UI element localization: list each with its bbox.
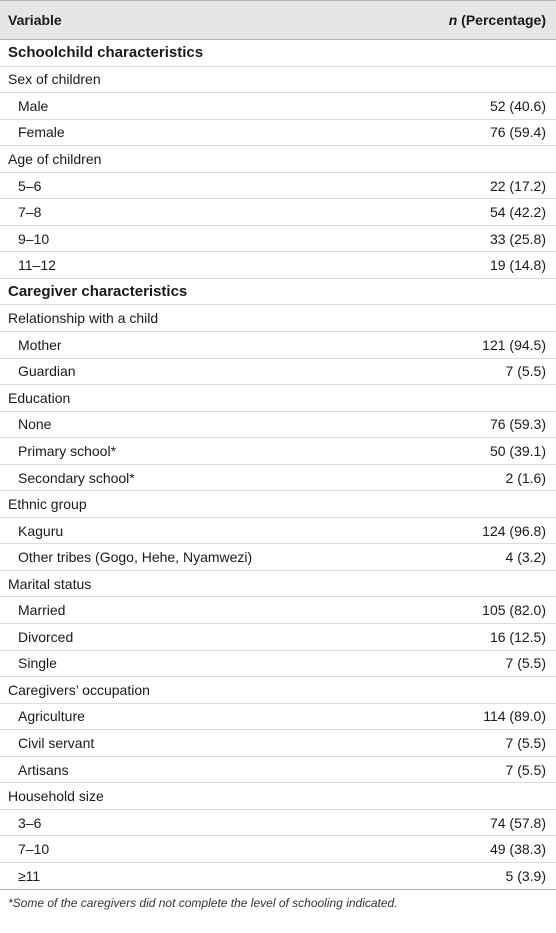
header-n: n	[448, 12, 458, 28]
row-value: 74 (57.8)	[489, 814, 546, 831]
row-label: Artisans	[18, 761, 69, 778]
row-value: 76 (59.3)	[489, 416, 546, 433]
row-value: 4 (3.2)	[505, 549, 546, 566]
row-value: 7 (5.5)	[505, 363, 546, 380]
table-row	[0, 412, 556, 439]
group-row	[0, 305, 556, 332]
table-row	[0, 120, 556, 147]
table-row	[0, 544, 556, 571]
table-row	[0, 836, 556, 863]
row-label: Married	[18, 602, 66, 619]
table-row	[0, 438, 556, 465]
row-label: Sex of children	[8, 71, 101, 88]
group-row	[0, 491, 556, 518]
group-row	[0, 385, 556, 412]
table-footnote: *Some of the caregivers did not complete the level of schooling indicated.	[8, 895, 398, 910]
row-label: 7–10	[18, 841, 50, 858]
table-row	[0, 465, 556, 492]
row-value: 19 (14.8)	[489, 257, 546, 274]
group-row	[0, 146, 556, 173]
section-row	[0, 40, 556, 67]
table-row	[0, 359, 556, 386]
header-variable: Variable	[8, 12, 62, 28]
table-row	[0, 518, 556, 545]
table-row	[0, 651, 556, 678]
row-value: 16 (12.5)	[489, 628, 546, 645]
row-value: 54 (42.2)	[489, 204, 546, 221]
row-label: 7–8	[18, 204, 42, 221]
group-row	[0, 67, 556, 94]
row-value: 114 (89.0)	[483, 708, 546, 725]
table-row	[0, 730, 556, 757]
row-label: Male	[18, 97, 49, 114]
row-value: 7 (5.5)	[505, 655, 546, 672]
row-label: Primary school*	[18, 442, 117, 459]
table-row	[0, 863, 556, 890]
table-row	[0, 199, 556, 226]
group-row	[0, 783, 556, 810]
table-row	[0, 93, 556, 120]
row-label: Civil servant	[18, 734, 95, 751]
row-label: Caregivers’ occupation	[8, 681, 150, 698]
group-row	[0, 677, 556, 704]
row-label: Caregiver characteristics	[8, 283, 188, 301]
row-value: 22 (17.2)	[489, 177, 546, 194]
table-row	[0, 757, 556, 784]
section-row	[0, 279, 556, 306]
row-label: Relationship with a child	[8, 310, 159, 327]
row-label: 11–12	[18, 257, 56, 274]
table-row	[0, 226, 556, 253]
table-row	[0, 624, 556, 651]
table-row	[0, 252, 556, 279]
row-value: 50 (39.1)	[489, 442, 546, 459]
row-label: 5–6	[18, 177, 42, 194]
row-value: 49 (38.3)	[489, 841, 546, 858]
row-label: Schoolchild characteristics	[8, 44, 204, 62]
row-label: Age of children	[8, 150, 102, 167]
row-label: Kaguru	[18, 522, 64, 539]
row-label: Other tribes (Gogo, Hehe, Nyamwezi)	[18, 549, 253, 566]
group-row	[0, 571, 556, 598]
row-value: 52 (40.6)	[489, 97, 546, 114]
row-value: 33 (25.8)	[489, 230, 546, 247]
row-label: Marital status	[8, 575, 92, 592]
row-value: 76 (59.4)	[489, 124, 546, 141]
row-label: Household size	[8, 788, 104, 805]
row-value: 5 (3.9)	[505, 867, 546, 884]
row-value: 7 (5.5)	[505, 761, 546, 778]
row-label: 3–6	[18, 814, 42, 831]
table-body	[0, 40, 556, 890]
row-label: Ethnic group	[8, 496, 87, 513]
row-label: Guardian	[18, 363, 76, 380]
table-row	[0, 597, 556, 624]
row-label: Agriculture	[18, 708, 85, 725]
table-row	[0, 173, 556, 200]
row-value: 2 (1.6)	[505, 469, 546, 486]
row-label: ≥11	[18, 867, 41, 884]
row-label: Female	[18, 124, 65, 141]
row-value: 105 (82.0)	[482, 602, 546, 619]
row-label: Education	[8, 389, 71, 406]
row-value: 121 (94.5)	[482, 336, 546, 353]
row-value: 124 (96.8)	[482, 522, 546, 539]
row-label: Mother	[18, 336, 62, 353]
row-label: Secondary school*	[18, 469, 135, 486]
table-header	[0, 0, 556, 40]
row-label: 9–10	[18, 230, 50, 247]
row-label: None	[18, 416, 52, 433]
header-percentage: (Percentage)	[457, 12, 546, 28]
row-value: 7 (5.5)	[505, 734, 546, 751]
table-row	[0, 704, 556, 731]
table-row	[0, 332, 556, 359]
row-label: Single	[18, 655, 57, 672]
header-n-percentage	[449, 12, 546, 28]
table-row	[0, 810, 556, 837]
row-label: Divorced	[18, 628, 74, 645]
